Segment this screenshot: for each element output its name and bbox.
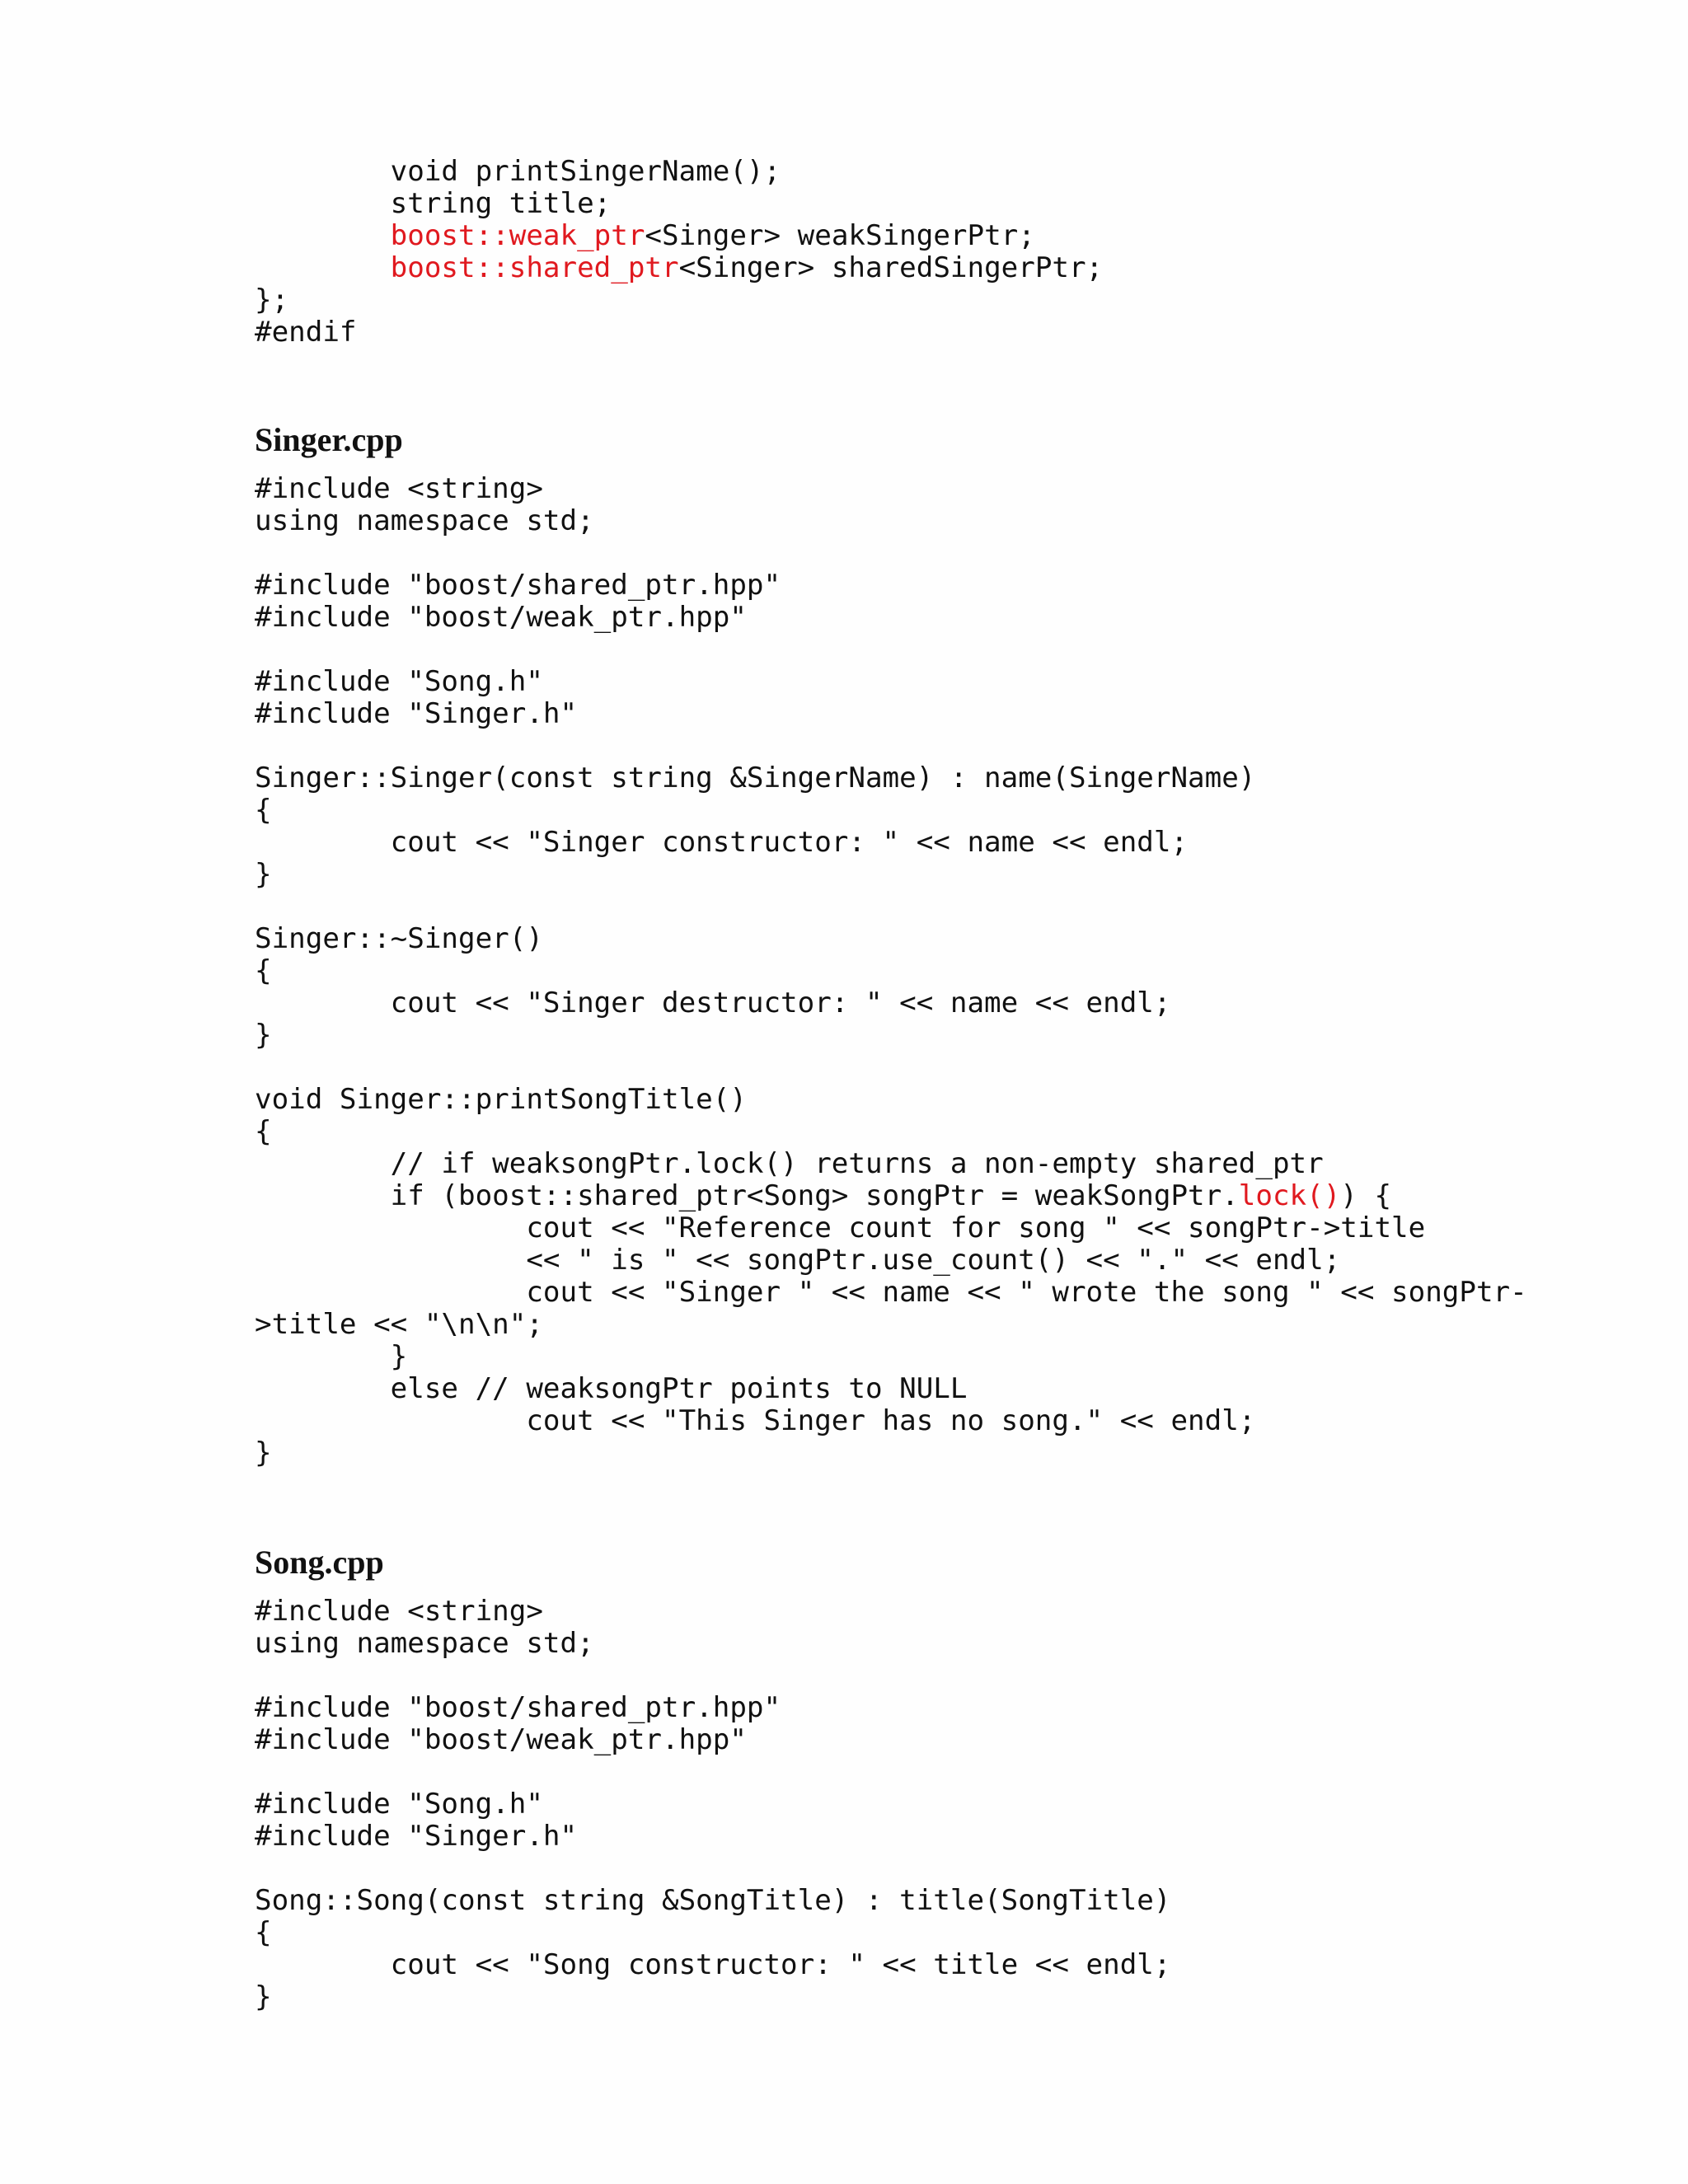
code-text: #include "boost/weak_ptr.hpp" — [255, 601, 747, 634]
code-text: } — [255, 858, 272, 891]
blank-line — [255, 1853, 1170, 1885]
code-line — [255, 1981, 1170, 2013]
code-text: cout << "Singer constructor: " << name << endl; — [255, 826, 1189, 859]
highlighted-token: boost::weak_ptr — [390, 219, 645, 252]
code-line — [255, 1277, 1527, 1309]
code-block-header-tail — [255, 156, 1103, 349]
code-line — [255, 156, 1103, 188]
code-line — [255, 859, 1527, 891]
code-line — [255, 698, 1527, 730]
code-block-singer-cpp — [255, 473, 1527, 1469]
blank-line — [255, 1756, 1170, 1788]
code-text: string title; — [255, 187, 612, 220]
code-line — [255, 1692, 1170, 1724]
code-line — [255, 762, 1527, 794]
code-line — [255, 1341, 1527, 1373]
code-text: if (boost::shared_ptr<Song> songPtr = weakSongPtr. — [255, 1179, 1239, 1212]
code-text: void Singer::printSongTitle() — [255, 1083, 747, 1116]
code-text: { — [255, 954, 272, 987]
code-text: #include "boost/shared_ptr.hpp" — [255, 1691, 781, 1724]
code-line — [255, 1244, 1527, 1277]
code-text: <Singer> sharedSingerPtr; — [678, 251, 1104, 284]
code-text: #include "Singer.h" — [255, 1820, 578, 1853]
code-text: ) { — [1340, 1179, 1392, 1212]
code-line — [255, 284, 1103, 316]
code-line — [255, 252, 1103, 284]
section-title-song-cpp: Song.cpp — [255, 1544, 384, 1581]
code-line — [255, 794, 1527, 827]
code-block-song-cpp — [255, 1596, 1170, 2013]
code-text: } — [255, 1436, 272, 1469]
code-line — [255, 1917, 1170, 1949]
code-text: #include "Song.h" — [255, 665, 543, 698]
code-line — [255, 1596, 1170, 1628]
code-text: cout << "Reference count for song " << songPtr->title — [255, 1212, 1426, 1244]
code-text: Song::Song(const string &SongTitle) : title(SongTitle) — [255, 1884, 1171, 1917]
code-text: { — [255, 1115, 272, 1148]
blank-line — [255, 537, 1527, 569]
code-line — [255, 1212, 1527, 1244]
code-text: cout << "This Singer has no song." << endl; — [255, 1404, 1256, 1437]
code-text: { — [255, 794, 272, 827]
code-text: #include "boost/weak_ptr.hpp" — [255, 1723, 747, 1756]
code-text: else // weaksongPtr points to NULL — [255, 1372, 968, 1405]
highlighted-token: lock() — [1238, 1179, 1341, 1212]
code-line — [255, 505, 1527, 537]
code-text: void printSingerName(); — [255, 155, 781, 188]
code-text: <Singer> weakSingerPtr; — [645, 219, 1035, 252]
code-line — [255, 1821, 1170, 1853]
code-line — [255, 1788, 1170, 1821]
code-text: #include "Singer.h" — [255, 697, 578, 730]
code-text: } — [255, 1980, 272, 2013]
code-text: using namespace std; — [255, 1627, 594, 1660]
code-text: >title << "\n\n"; — [255, 1308, 543, 1341]
code-line — [255, 316, 1103, 349]
code-line — [255, 1628, 1170, 1660]
section-title-singer-cpp: Singer.cpp — [255, 421, 403, 458]
code-text — [255, 251, 391, 284]
code-line — [255, 1437, 1527, 1469]
code-line — [255, 1019, 1527, 1052]
blank-line — [255, 634, 1527, 666]
blank-line — [255, 891, 1527, 923]
highlighted-token: boost::shared_ptr — [390, 251, 679, 284]
code-line — [255, 827, 1527, 859]
code-line — [255, 1724, 1170, 1756]
code-line — [255, 220, 1103, 252]
code-text: { — [255, 1916, 272, 1949]
code-line — [255, 1949, 1170, 1981]
code-text: // if weaksongPtr.lock() returns a non-empty shared_ptr — [255, 1147, 1324, 1180]
code-text: Singer::Singer(const string &SingerName) : name(SingerName) — [255, 762, 1256, 794]
code-text: } — [255, 1340, 408, 1373]
code-line — [255, 602, 1527, 634]
code-line — [255, 1309, 1527, 1341]
code-text: << " is " << songPtr.use_count() << "." << endl; — [255, 1244, 1341, 1277]
code-text — [255, 219, 391, 252]
blank-line — [255, 730, 1527, 762]
code-text: using namespace std; — [255, 504, 594, 537]
code-line — [255, 569, 1527, 602]
code-line — [255, 955, 1527, 987]
code-text: #include "Song.h" — [255, 1788, 543, 1821]
code-line — [255, 987, 1527, 1019]
code-line — [255, 473, 1527, 505]
code-text: }; — [255, 284, 289, 316]
blank-line — [255, 1052, 1527, 1084]
code-text: #include <string> — [255, 1595, 543, 1628]
code-text: #endif — [255, 316, 357, 349]
code-text: cout << "Singer " << name << " wrote the song " << songPtr- — [255, 1276, 1527, 1309]
code-line — [255, 1180, 1527, 1212]
code-text: cout << "Singer destructor: " << name << endl; — [255, 987, 1171, 1019]
blank-line — [255, 1660, 1170, 1692]
code-line — [255, 923, 1527, 955]
code-line — [255, 1148, 1527, 1180]
code-text: Singer::~Singer() — [255, 922, 543, 955]
code-line — [255, 1405, 1527, 1437]
code-line — [255, 1373, 1527, 1405]
code-line — [255, 1885, 1170, 1917]
code-line — [255, 1116, 1527, 1148]
code-text: } — [255, 1019, 272, 1052]
code-text: #include <string> — [255, 472, 543, 505]
code-line — [255, 188, 1103, 220]
code-line — [255, 666, 1527, 698]
code-text: cout << "Song constructor: " << title << endl; — [255, 1948, 1171, 1981]
code-text: #include "boost/shared_ptr.hpp" — [255, 569, 781, 602]
code-line — [255, 1084, 1527, 1116]
